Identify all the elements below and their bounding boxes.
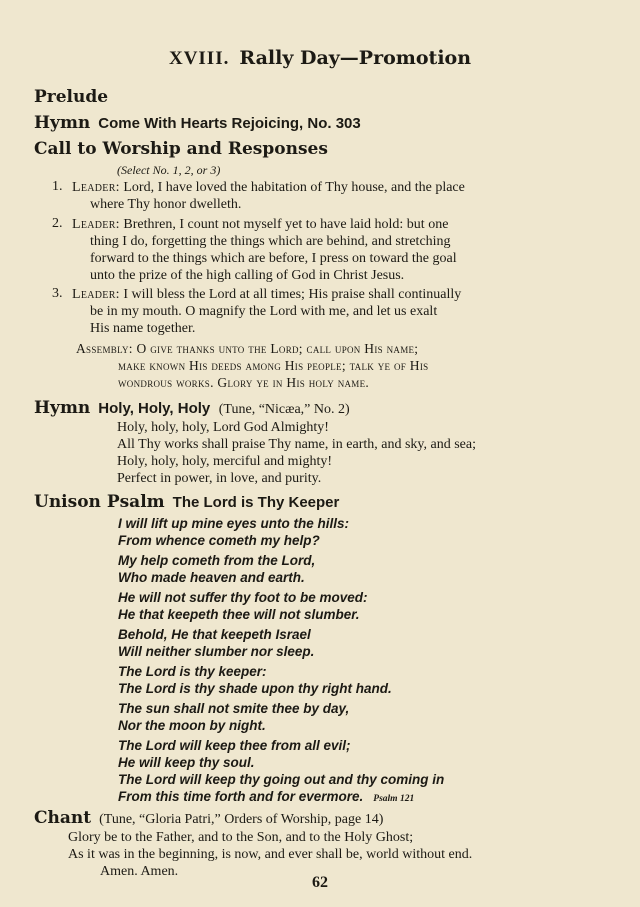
chant-line: Glory be to the Father, and to the Son, and to the Holy Ghost; (68, 830, 414, 845)
psalm-line: The Lord will keep thee from all evil; (118, 738, 351, 753)
assembly-line: Assembly: O give thanks unto the Lord; call upon His name; (76, 341, 419, 356)
psalm-line: The Lord is thy keeper: (118, 664, 267, 679)
psalm-heading (34, 492, 339, 512)
hymn2-line: Holy, holy, holy, Lord God Almighty! (117, 420, 329, 435)
psalm-line: The sun shall not smite thee by day, (118, 701, 350, 716)
hymn2-tune: (Tune, “Nicæa,” No. 2) (218, 402, 350, 417)
leader-label: Leader: (72, 180, 120, 195)
hymn2-title: Holy, Holy, Holy (98, 400, 211, 417)
psalm-line: He that keepeth thee will not slumber. (118, 607, 360, 622)
title-numeral: XVIII. (168, 48, 230, 69)
chant-label: Chant (34, 808, 92, 828)
call-item-line: unto the prize of the high calling of God in Christ Jesus. (90, 268, 405, 283)
call-item-line: His name together. (90, 321, 196, 336)
psalm-line: Nor the moon by night. (118, 718, 266, 733)
call-item-line: where Thy honor dwelleth. (90, 197, 242, 212)
call-item-number: 1. (52, 179, 63, 194)
hymn2-line: Perfect in power, in love, and purity. (117, 471, 322, 486)
call-item-line: forward to the things which are before, I press on toward the goal (90, 251, 457, 266)
psalm-line: Will neither slumber nor sleep. (118, 644, 315, 659)
leader-label: Leader: (72, 287, 120, 302)
call-heading: Call to Worship and Responses (34, 139, 328, 159)
psalm-line: I will lift up mine eyes unto the hills: (118, 516, 350, 531)
hymn2-heading (34, 398, 350, 418)
hymn1-title: Come With Hearts Rejoicing, No. 303 (98, 115, 361, 132)
assembly-line: make known His deeds among His people; talk ye of His (118, 358, 429, 373)
psalm-line: The Lord is thy shade upon thy right hand. (118, 681, 392, 696)
title-text: Rally Day—Promotion (239, 47, 472, 69)
call-item-line: thing I do, forgetting the things which are behind, and stretching (90, 234, 451, 249)
assembly-line: wondrous works. Glory ye in His holy name. (118, 375, 370, 390)
chant-line: As it was in the beginning, is now, and ever shall be, world without end. (68, 847, 473, 862)
call-item-number: 2. (52, 216, 63, 231)
hymn1-label: Hymn (34, 113, 91, 133)
call-item-number: 3. (52, 286, 63, 301)
psalm-line: From whence cometh my help? (118, 533, 320, 548)
call-item-line: Leader: I will bless the Lord at all times; His praise shall continually (72, 287, 462, 302)
call-item-line: Leader: Brethren, I count not myself yet to have laid hold: but one (72, 217, 449, 232)
chant-line: Amen. Amen. (100, 864, 179, 879)
psalm-line: He will keep thy soul. (118, 755, 255, 770)
page-number: 62 (312, 874, 328, 891)
psalm-line: He will not suffer thy foot to be moved: (118, 590, 368, 605)
call-item-line: Leader: Lord, I have loved the habitation of Thy house, and the place (72, 180, 465, 195)
psalm-line: My help cometh from the Lord, (118, 553, 316, 568)
hymn2-line: Holy, holy, holy, merciful and mighty! (117, 454, 333, 469)
psalm-line: The Lord will keep thy going out and thy coming in (118, 772, 445, 787)
hymn2-label: Hymn (34, 398, 91, 418)
psalm-citation: Psalm 121 (373, 794, 415, 804)
psalm-title: The Lord is Thy Keeper (172, 494, 340, 511)
chant-heading (34, 808, 383, 828)
psalm-line: Who made heaven and earth. (118, 570, 305, 585)
page-title (0, 47, 640, 70)
call-note: (Select No. 1, 2, or 3) (117, 163, 221, 177)
psalm-line: From this time forth and for evermore. Psalm 121 (118, 789, 415, 804)
leader-label: Leader: (72, 217, 120, 232)
hymn1-heading (34, 113, 361, 133)
assembly-label: Assembly: (76, 341, 133, 356)
psalm-line: Behold, He that keepeth Israel (118, 627, 311, 642)
prelude-heading: Prelude (34, 87, 109, 107)
psalm-label: Unison Psalm (34, 492, 165, 512)
chant-tune: (Tune, “Gloria Patri,” Orders of Worship, page 14) (99, 812, 384, 827)
call-item-line: be in my mouth. O magnify the Lord with me, and let us exalt (90, 304, 438, 319)
hymn2-line: All Thy works shall praise Thy name, in earth, and sky, and sea; (117, 437, 476, 452)
